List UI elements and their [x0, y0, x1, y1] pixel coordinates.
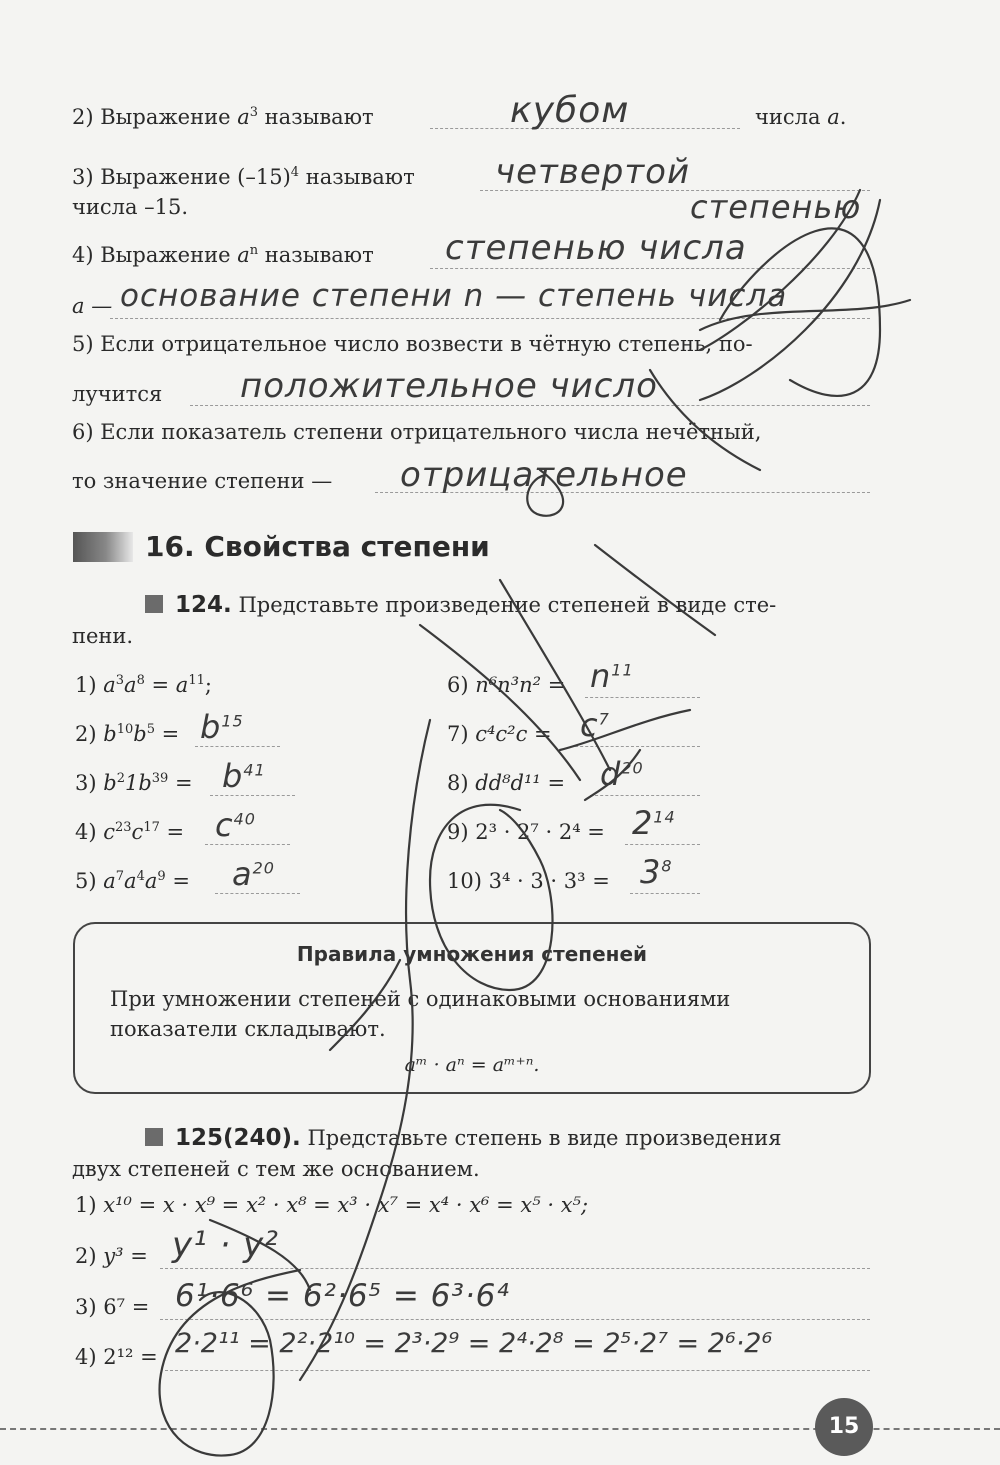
task-124-item-4: 4) $c^{23}c^{17}$ = [75, 820, 185, 844]
handwritten-answer: 6¹·6⁶ = 6²·6⁵ = 6³·6⁴ [175, 1278, 510, 1314]
handwritten-answer: y¹ · y² [172, 1225, 279, 1265]
task-125-item-3: 3) 6⁷ = [75, 1295, 150, 1319]
task-124-item-8: 8) dd⁸d¹¹ = [447, 771, 566, 795]
task-124-item-2: 2) $b^{10}b^5$ = [75, 722, 180, 746]
definition-4-line2: a — [72, 294, 113, 318]
task-124-item-10: 10) 3⁴ · 3 · 3³ = [447, 869, 610, 893]
definition-6: 6) Если показатель степени отрицательного числа нечётный, [72, 420, 762, 444]
handwritten-answer: $c^7$ [580, 706, 610, 744]
task-124-item-9: 9) 2³ · 2⁷ · 2⁴ = [447, 820, 605, 844]
definition-3-line2: числа –15. [72, 195, 189, 219]
task-125-heading: 125(240). Представьте степень в виде произведения [145, 1124, 782, 1152]
task-124-heading: 124. Представьте произведение степеней в виде сте- [145, 591, 776, 619]
rule-box [73, 922, 871, 1094]
answer-line [110, 318, 870, 319]
task-124-text2: пени. [72, 624, 134, 648]
answer-line [625, 844, 700, 845]
handwritten-answer: 2·2¹¹ = 2²·2¹⁰ = 2³·2⁹ = 2⁴·2⁸ = 2⁵·2⁷ = 2⁶·2⁶ [175, 1328, 773, 1359]
answer-line [160, 1319, 870, 1320]
rule-title: Правила умножения степеней [296, 942, 648, 966]
answer-line [160, 1268, 870, 1269]
definition-6-line2: то значение степени — [72, 469, 333, 493]
rule-text: При умножении степеней с одинаковыми основаниями показатели складывают. [110, 987, 731, 1041]
page-number: 15 [815, 1398, 873, 1456]
handwritten-answer-4b: основание степени n — степень числа [120, 278, 788, 314]
definition-5-line2: лучится [72, 382, 163, 406]
handwritten-answer-3: четвертой [495, 152, 691, 192]
rule-formula: aᵐ · aⁿ = aᵐ⁺ⁿ. [404, 1054, 540, 1076]
task-124-item-3: 3) $b^21b^{39}$ = [75, 771, 193, 795]
definition-3: 3) Выражение $(-15)^4$ называют [72, 165, 415, 189]
handwritten-answer: $3^8$ [640, 853, 673, 891]
task-124-item-7: 7) c⁴c²c = [447, 722, 552, 746]
handwritten-answer: $c^{40}$ [215, 806, 256, 844]
section-marker [73, 532, 133, 562]
definition-2-suffix: числа a. [755, 105, 847, 129]
task-124-item-1: 1) $a^3a^8 = a^{11}$; [75, 673, 212, 697]
answer-line [430, 268, 870, 269]
answer-line [210, 795, 295, 796]
handwritten-answer: $2^{14}$ [632, 804, 676, 842]
handwritten-answer-3b: степенью [690, 188, 862, 226]
answer-line [215, 893, 300, 894]
task-marker-icon [145, 595, 163, 613]
task-125-item-1: 1) x¹⁰ = x · x⁹ = x² · x⁸ = x³ · x⁷ = x⁴ · x⁶ = x⁵ · x⁵; [75, 1193, 589, 1217]
answer-line [585, 697, 700, 698]
task-124-item-5: 5) $a^7a^4a^9$ = [75, 869, 190, 893]
handwritten-answer: $a^{20}$ [232, 855, 275, 893]
definition-4: 4) Выражение $a^n$ называют [72, 243, 374, 267]
answer-line [195, 746, 280, 747]
handwritten-answer-5: положительное число [240, 366, 658, 406]
answer-line [205, 844, 290, 845]
answer-line [630, 893, 700, 894]
handwritten-answer: $n^{11}$ [590, 657, 634, 695]
definition-2: 2) Выражение $a^3$ называют [72, 105, 374, 129]
answer-line [590, 795, 700, 796]
handwritten-answer: $b^{15}$ [200, 708, 244, 746]
handwritten-answer-4: степенью числа [445, 228, 747, 268]
answer-line [570, 746, 700, 747]
answer-line [165, 1370, 870, 1371]
handwritten-answer: $d^{20}$ [600, 755, 644, 793]
handwritten-answer-6: отрицательное [400, 455, 688, 495]
task-124-item-6: 6) n⁶n³n² = [447, 673, 566, 697]
handwritten-answer: $b^{41}$ [222, 757, 266, 795]
definition-5: 5) Если отрицательное число возвести в чётную степень, по- [72, 332, 753, 356]
task-125-text2: двух степеней с тем же основанием. [72, 1157, 480, 1181]
task-marker-icon [145, 1128, 163, 1146]
task-125-item-4: 4) 2¹² = [75, 1345, 158, 1369]
task-125-item-2: 2) y³ = [75, 1244, 148, 1268]
handwritten-answer-2: кубом [510, 90, 630, 131]
section-title: 16. Свойства степени [145, 530, 490, 563]
